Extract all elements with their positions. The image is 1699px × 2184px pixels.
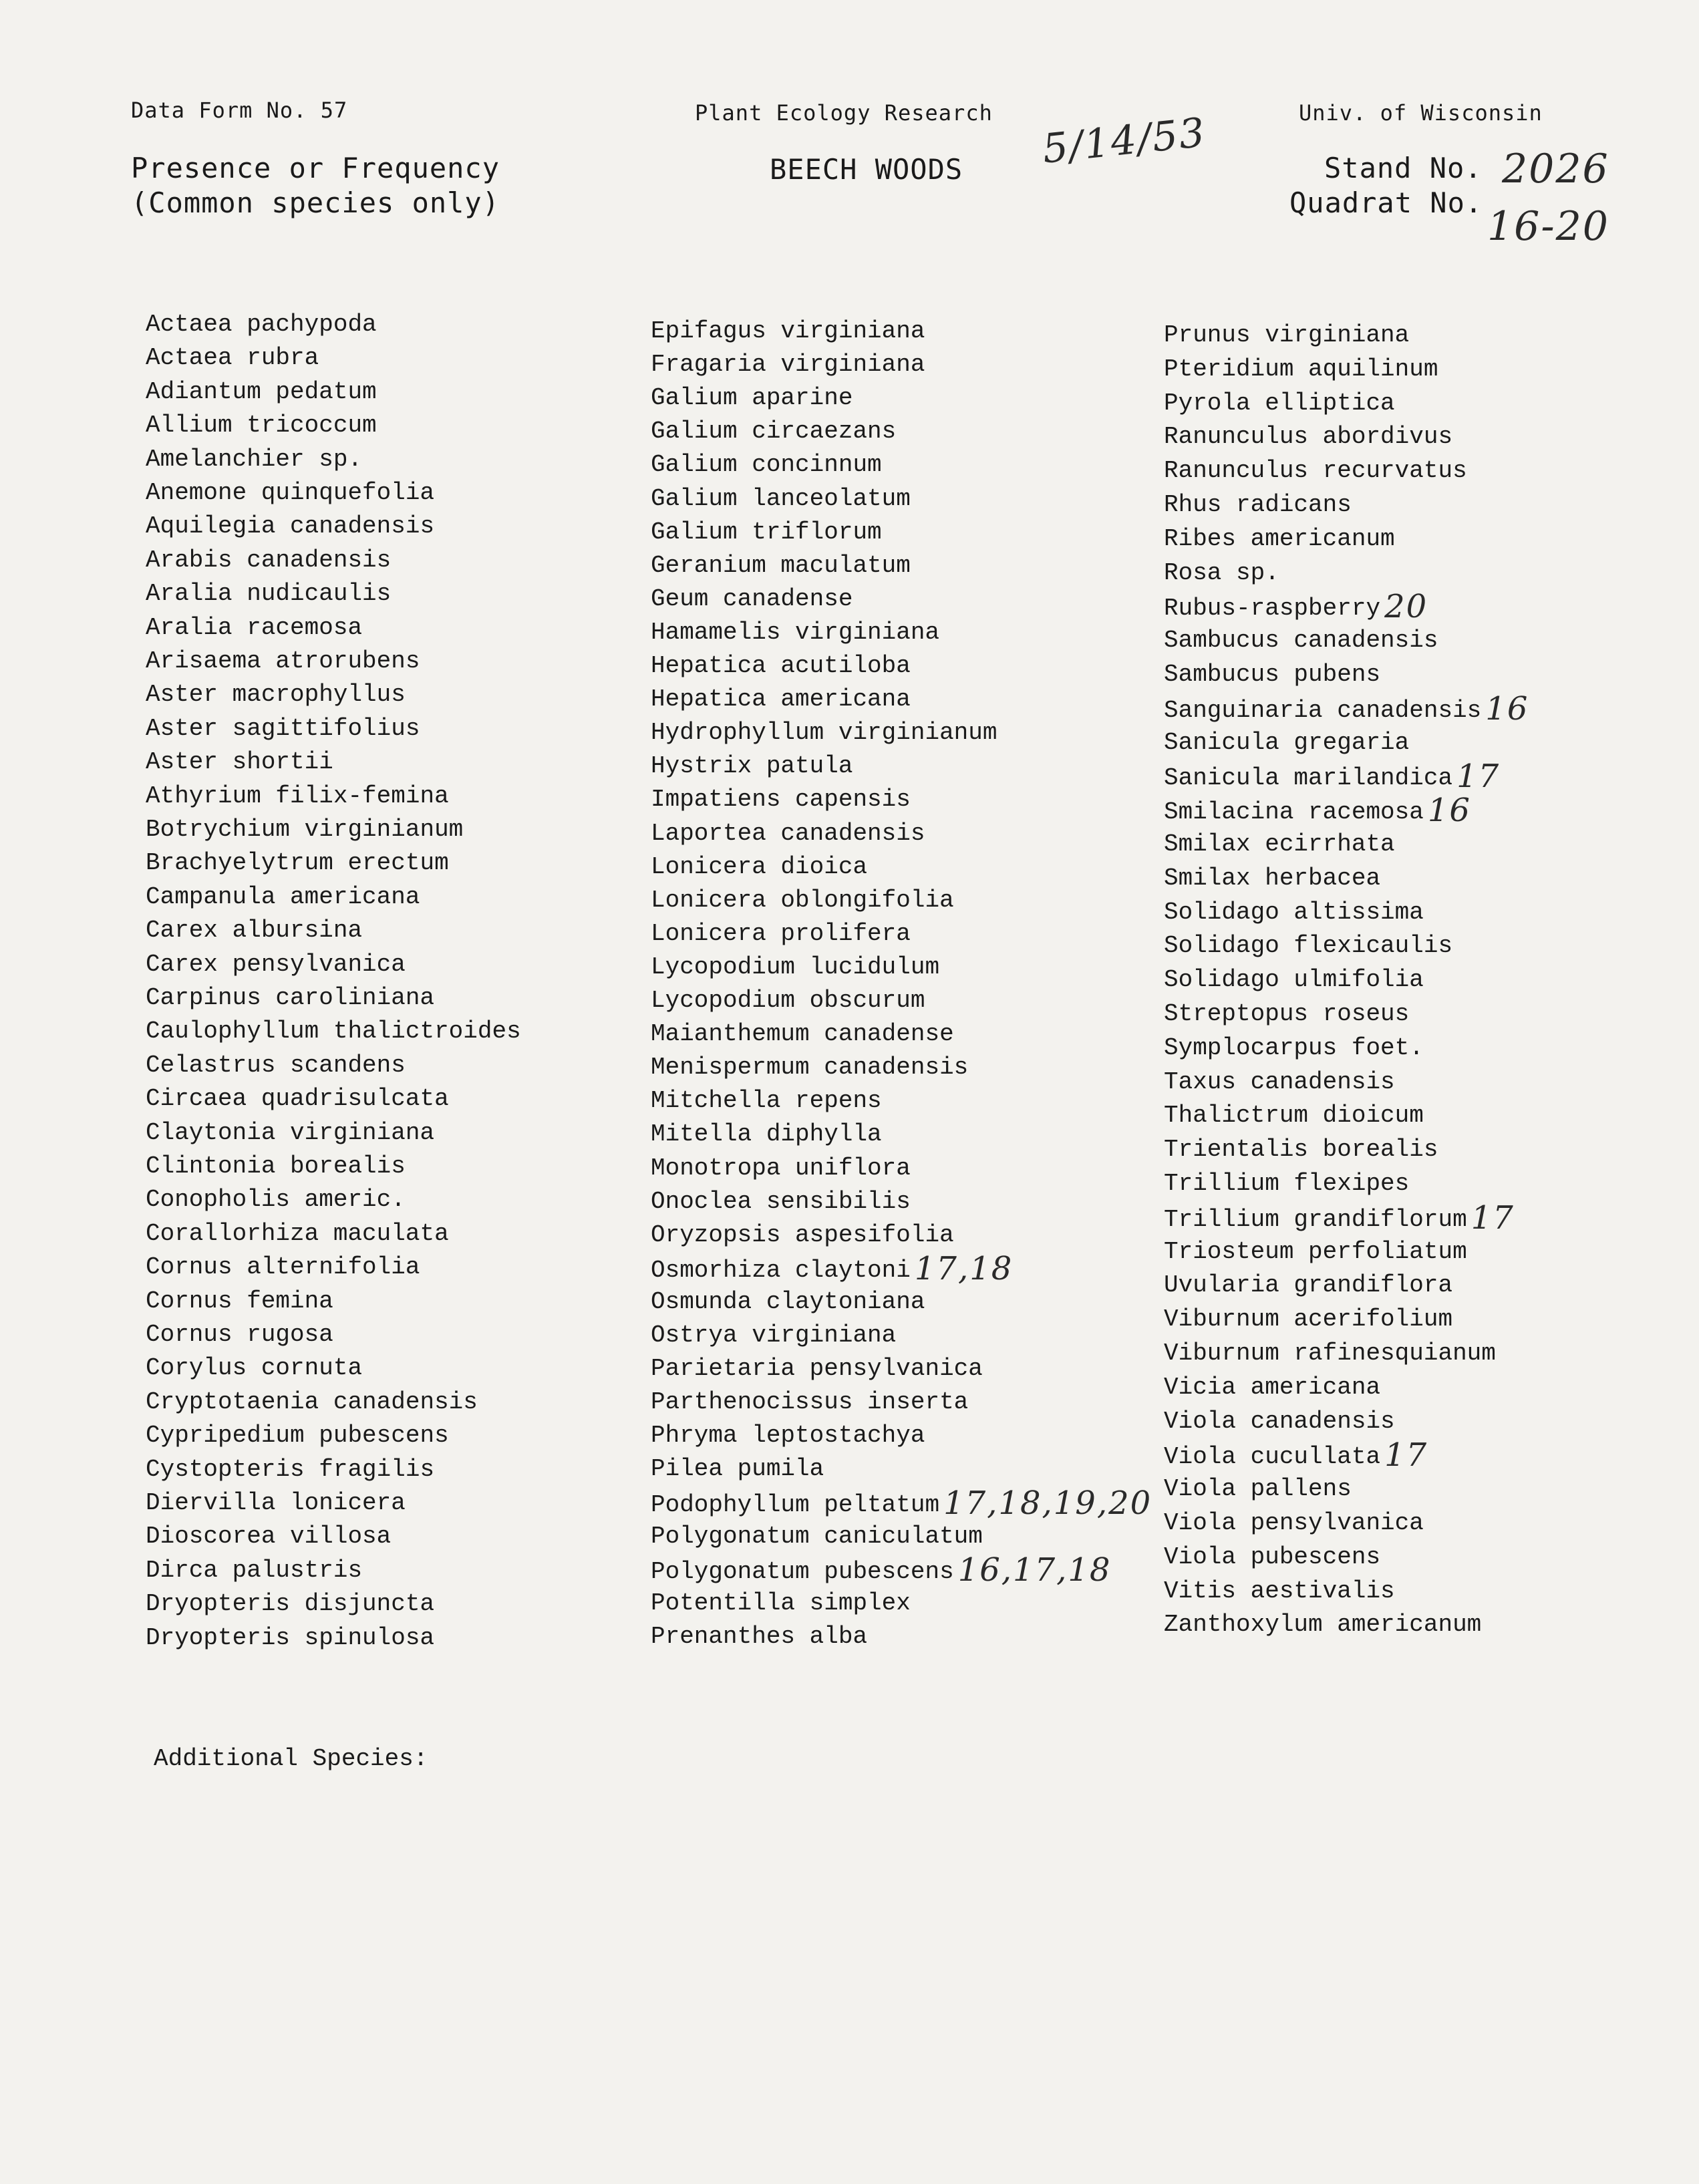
species-row	[1164, 424, 1452, 450]
species-row	[651, 1054, 968, 1081]
species-name: Lonicera oblongifolia	[651, 887, 954, 914]
species-row	[146, 311, 377, 338]
form-title-line2: (Common species only)	[131, 186, 500, 219]
species-row	[651, 452, 882, 478]
species-row	[1164, 1510, 1424, 1537]
quadrat-note: 17,18	[914, 1250, 1014, 1287]
species-row	[651, 553, 911, 579]
species-name: Actaea pachypoda	[146, 311, 377, 338]
species-row	[146, 1456, 434, 1483]
species-name: Celastrus scandens	[146, 1052, 406, 1079]
species-name: Galium triflorum	[651, 518, 882, 546]
species-row	[651, 854, 867, 881]
species-row	[146, 480, 434, 506]
species-row	[146, 412, 377, 439]
species-name: Hydrophyllum virginianum	[651, 719, 997, 746]
species-name: Rhus radicans	[1164, 491, 1352, 518]
species-name: Ranunculus recurvatus	[1164, 457, 1467, 484]
species-name: Hepatica americana	[651, 685, 911, 713]
species-row	[651, 720, 997, 746]
species-name: Phryma leptostachya	[651, 1422, 925, 1449]
species-row	[1164, 560, 1279, 587]
species-row	[146, 1153, 406, 1180]
species-row	[1164, 792, 1471, 829]
species-row	[146, 1355, 362, 1382]
species-row	[1164, 1239, 1467, 1265]
species-row	[1164, 356, 1438, 383]
species-name: Dioscorea villosa	[146, 1523, 392, 1550]
form-title-line1: Presence or Frequency	[131, 152, 500, 184]
species-name: Claytonia virginiana	[146, 1119, 435, 1146]
quadrat-note: 17	[1384, 1436, 1428, 1474]
species-name: Triosteum perfoliatum	[1164, 1238, 1467, 1265]
species-name: Aster macrophyllus	[146, 681, 406, 708]
form-number: Data Form No. 57	[131, 98, 348, 123]
species-row	[1164, 1171, 1409, 1197]
stand-number: 2026	[1502, 146, 1609, 192]
species-row	[1164, 758, 1501, 795]
species-row	[651, 351, 925, 378]
quadrat-note: 20	[1384, 588, 1428, 625]
species-name: Arisaema atrorubens	[146, 647, 420, 675]
species-row	[1164, 690, 1529, 728]
species-name: Brachyelytrum erectum	[146, 849, 449, 877]
species-name: Cornus femina	[146, 1287, 333, 1315]
species-row	[1164, 1374, 1380, 1401]
species-name: Solidago altissima	[1164, 899, 1424, 926]
species-name: Diervilla lonicera	[146, 1489, 406, 1517]
species-name: Smilax herbacea	[1164, 865, 1381, 892]
species-row	[146, 1221, 449, 1247]
species-name: Campanula americana	[146, 883, 420, 911]
species-name: Viola canadensis	[1164, 1408, 1395, 1435]
species-row	[651, 1088, 882, 1114]
species-row	[146, 850, 449, 877]
species-name: Carpinus caroliniana	[146, 984, 435, 1011]
species-row	[1164, 492, 1352, 518]
quadrat-note: 17	[1471, 1199, 1515, 1237]
species-row	[651, 1322, 896, 1349]
species-name: Rubus-raspberry	[1164, 595, 1381, 622]
species-name: Lycopodium obscurum	[651, 987, 925, 1014]
species-row	[651, 1551, 1112, 1589]
species-name: Viburnum rafinesquianum	[1164, 1340, 1496, 1367]
species-name: Allium tricoccum	[146, 412, 377, 439]
species-row	[651, 486, 911, 512]
species-name: Vitis aestivalis	[1164, 1577, 1395, 1605]
quadrat-note: 17,18,19,20	[943, 1485, 1152, 1522]
species-name: Cryptotaenia canadensis	[146, 1388, 478, 1416]
species-name: Oryzopsis aspesifolia	[651, 1221, 954, 1249]
species-name: Hepatica acutiloba	[651, 652, 911, 679]
species-row	[1164, 1611, 1481, 1638]
species-row	[651, 1189, 911, 1215]
species-row	[1164, 1199, 1515, 1237]
species-name: Viola cucullata	[1164, 1443, 1381, 1470]
species-name: Solidago flexicaulis	[1164, 932, 1453, 959]
species-row	[1164, 458, 1467, 484]
species-name: Sanguinaria canadensis	[1164, 697, 1482, 724]
species-name: Carex albursina	[146, 917, 363, 944]
species-name: Adiantum pedatum	[146, 378, 377, 406]
species-row	[651, 1121, 882, 1148]
species-name: Actaea rubra	[146, 344, 319, 371]
species-row	[146, 749, 333, 776]
species-row	[1164, 865, 1380, 892]
species-name: Amelanchier sp.	[146, 446, 363, 473]
species-name: Pilea pumila	[651, 1455, 824, 1483]
species-name: Pyrola elliptica	[1164, 389, 1395, 417]
species-name: Lonicera dioica	[651, 853, 868, 881]
species-row	[651, 887, 954, 914]
species-name: Sanicula gregaria	[1164, 729, 1410, 756]
species-row	[651, 1590, 911, 1617]
species-row	[1164, 831, 1395, 858]
species-name: Potentilla simplex	[651, 1589, 911, 1617]
species-row	[1164, 1436, 1428, 1474]
species-name: Trientalis borealis	[1164, 1136, 1438, 1163]
species-name: Lonicera prolifera	[651, 920, 911, 947]
species-row	[146, 884, 420, 911]
species-row	[146, 1120, 434, 1146]
species-name: Viola pallens	[1164, 1475, 1352, 1503]
species-row	[651, 586, 853, 613]
quadrat-note: 17	[1456, 758, 1501, 795]
species-name: Corylus cornuta	[146, 1354, 363, 1382]
quadrat-note: 16	[1427, 792, 1471, 829]
species-name: Laportea canadensis	[651, 820, 925, 847]
species-row	[651, 954, 939, 981]
species-name: Taxus canadensis	[1164, 1068, 1395, 1096]
species-name: Arabis canadensis	[146, 547, 392, 574]
species-name: Osmunda claytoniana	[651, 1288, 925, 1315]
species-row	[146, 1288, 333, 1315]
species-row	[651, 753, 853, 780]
species-row	[651, 786, 911, 813]
species-name: Rosa sp.	[1164, 559, 1279, 587]
species-name: Hamamelis virginiana	[651, 619, 940, 646]
species-name: Onoclea sensibilis	[651, 1188, 911, 1215]
species-row	[146, 1018, 521, 1045]
species-name: Maianthemum canadense	[651, 1020, 954, 1048]
species-row	[146, 985, 434, 1011]
species-name: Anemone quinquefolia	[146, 479, 435, 506]
species-name: Dryopteris spinulosa	[146, 1624, 435, 1652]
species-row	[1164, 588, 1428, 625]
species-name: Thalictrum dioicum	[1164, 1102, 1424, 1129]
species-name: Viola pensylvanica	[1164, 1509, 1424, 1537]
species-name: Viola pubescens	[1164, 1543, 1381, 1571]
species-row	[1164, 933, 1452, 959]
species-row	[146, 615, 362, 641]
quadrat-number: 16-20	[1487, 203, 1609, 250]
species-name: Corallorhiza maculata	[146, 1220, 449, 1247]
species-name: Osmorhiza claytoni	[651, 1257, 911, 1284]
species-name: Menispermum canadensis	[651, 1054, 969, 1081]
species-row	[651, 1155, 911, 1182]
species-name: Conopholis americ.	[146, 1186, 406, 1213]
species-row	[1164, 1340, 1496, 1367]
species-name: Clintonia borealis	[146, 1152, 406, 1180]
species-name: Parietaria pensylvanica	[651, 1355, 983, 1382]
species-name: Aster shortii	[146, 748, 333, 776]
species-name: Ostrya virginiana	[651, 1321, 897, 1349]
community-name: BEECH WOODS	[770, 153, 963, 186]
species-name: Hystrix patula	[651, 752, 853, 780]
species-row	[146, 1557, 362, 1584]
species-row	[651, 1389, 968, 1416]
species-name: Prunus virginiana	[1164, 321, 1410, 349]
species-row	[1164, 1001, 1409, 1028]
species-name: Smilax ecirrhata	[1164, 830, 1395, 858]
species-name: Geum canadense	[651, 585, 853, 613]
species-row	[1164, 1476, 1352, 1503]
species-row	[146, 816, 463, 843]
species-row	[651, 1356, 983, 1382]
species-row	[146, 513, 434, 540]
species-row	[651, 1623, 867, 1650]
species-name: Zanthoxylum americanum	[1164, 1611, 1482, 1638]
quadrat-note: 16,17,18	[957, 1551, 1112, 1589]
species-row	[651, 619, 939, 646]
species-name: Fragaria virginiana	[651, 351, 925, 378]
handwritten-date: 5/14/53	[1040, 109, 1209, 173]
species-name: Epifagus virginiana	[651, 317, 925, 345]
species-name: Prenanthes alba	[651, 1623, 868, 1650]
species-name: Polygonatum caniculatum	[651, 1523, 983, 1550]
species-row	[651, 1021, 954, 1048]
species-row	[146, 1625, 434, 1652]
species-name: Cypripedium pubescens	[146, 1422, 449, 1449]
species-row	[651, 1422, 925, 1449]
species-name: Cornus alternifolia	[146, 1253, 420, 1281]
species-name: Sambucus canadensis	[1164, 627, 1438, 654]
species-row	[146, 1389, 478, 1416]
species-row	[651, 1523, 983, 1550]
species-name: Symplocarpus foet.	[1164, 1034, 1424, 1062]
species-name: Pteridium aquilinum	[1164, 355, 1438, 383]
species-row	[146, 1422, 449, 1449]
species-row	[1164, 661, 1380, 688]
species-row	[651, 1485, 1152, 1522]
species-name: Aralia nudicaulis	[146, 580, 392, 607]
species-name: Cornus rugosa	[146, 1321, 333, 1348]
species-name: Galium aparine	[651, 384, 853, 412]
species-row	[1164, 1272, 1452, 1299]
species-row	[651, 653, 911, 679]
species-row	[146, 1086, 449, 1112]
species-row	[651, 820, 925, 847]
species-name: Smilacina racemosa	[1164, 798, 1424, 826]
institution-name: Univ. of Wisconsin	[1299, 100, 1543, 126]
program-name: Plant Ecology Research	[695, 100, 993, 126]
species-row	[651, 686, 911, 713]
additional-species-label: Additional Species:	[154, 1745, 428, 1772]
species-name: Athyrium filix-femina	[146, 782, 449, 810]
species-row	[146, 1187, 406, 1213]
species-row	[146, 681, 406, 708]
species-row	[1164, 730, 1409, 756]
quadrat-note: 16	[1485, 690, 1529, 728]
species-name: Vicia americana	[1164, 1374, 1381, 1401]
species-row	[651, 1222, 954, 1249]
species-row	[1164, 627, 1438, 654]
species-name: Cystopteris fragilis	[146, 1456, 435, 1483]
species-row	[146, 581, 391, 607]
species-row	[1164, 1035, 1424, 1062]
species-row	[1164, 967, 1424, 993]
species-name: Trillium grandiflorum	[1164, 1206, 1467, 1233]
species-row	[146, 716, 420, 742]
species-row	[1164, 390, 1395, 417]
stand-label: Stand No.	[1324, 152, 1483, 184]
species-name: Mitchella repens	[651, 1087, 882, 1114]
species-row	[651, 921, 911, 947]
species-name: Monotropa uniflora	[651, 1154, 911, 1182]
species-name: Circaea quadrisulcata	[146, 1085, 449, 1112]
species-row	[146, 648, 420, 675]
species-row	[651, 1289, 925, 1315]
species-name: Botrychium virginianum	[146, 816, 464, 843]
species-row	[1164, 1578, 1395, 1605]
species-row	[1164, 322, 1409, 349]
species-name: Dirca palustris	[146, 1557, 363, 1584]
species-name: Aquilegia canadensis	[146, 512, 435, 540]
species-name: Aster sagittifolius	[146, 715, 420, 742]
species-name: Podophyllum peltatum	[651, 1491, 940, 1519]
species-name: Ribes americanum	[1164, 525, 1395, 553]
species-row	[146, 783, 449, 810]
species-row	[146, 379, 377, 406]
species-row	[146, 1591, 434, 1617]
species-name: Impatiens capensis	[651, 786, 911, 813]
species-name: Carex pensylvanica	[146, 951, 406, 978]
species-name: Streptopus roseus	[1164, 1000, 1410, 1028]
species-name: Uvularia grandiflora	[1164, 1271, 1453, 1299]
species-row	[146, 547, 391, 574]
species-name: Galium concinnum	[651, 451, 882, 478]
species-name: Geranium maculatum	[651, 552, 911, 579]
species-row	[146, 1490, 406, 1517]
species-row	[1164, 1136, 1438, 1163]
species-row	[1164, 1102, 1424, 1129]
species-row	[1164, 899, 1424, 926]
species-row	[651, 1250, 1014, 1287]
species-row	[1164, 1306, 1452, 1333]
species-row	[651, 987, 925, 1014]
species-row	[651, 1456, 824, 1483]
species-name: Lycopodium lucidulum	[651, 953, 940, 981]
species-row	[146, 1321, 333, 1348]
species-row	[146, 1523, 391, 1550]
species-name: Parthenocissus inserta	[651, 1388, 969, 1416]
species-row	[1164, 1069, 1395, 1096]
species-row	[651, 519, 882, 546]
species-row	[146, 446, 362, 473]
species-row	[146, 1254, 420, 1281]
species-name: Sambucus pubens	[1164, 661, 1381, 688]
species-row	[1164, 526, 1395, 553]
species-row	[146, 345, 319, 371]
species-name: Galium lanceolatum	[651, 485, 911, 512]
species-row	[651, 418, 896, 445]
species-name: Caulophyllum thalictroides	[146, 1018, 521, 1045]
species-row	[651, 318, 925, 345]
species-name: Trillium flexipes	[1164, 1170, 1410, 1197]
species-row	[1164, 1408, 1395, 1435]
species-row	[146, 917, 362, 944]
species-name: Galium circaezans	[651, 418, 897, 445]
species-row	[146, 951, 406, 978]
species-name: Mitella diphylla	[651, 1120, 882, 1148]
species-row	[1164, 1544, 1380, 1571]
species-name: Aralia racemosa	[146, 614, 363, 641]
quadrat-label: Quadrat No.	[1289, 186, 1483, 219]
species-row	[146, 1052, 406, 1079]
species-name: Sanicula marilandica	[1164, 764, 1453, 792]
species-name: Ranunculus abordivus	[1164, 423, 1453, 450]
species-name: Solidago ulmifolia	[1164, 966, 1424, 993]
species-name: Polygonatum pubescens	[651, 1558, 954, 1585]
species-name: Dryopteris disjuncta	[146, 1590, 435, 1617]
species-row	[651, 385, 853, 412]
species-name: Viburnum acerifolium	[1164, 1305, 1453, 1333]
